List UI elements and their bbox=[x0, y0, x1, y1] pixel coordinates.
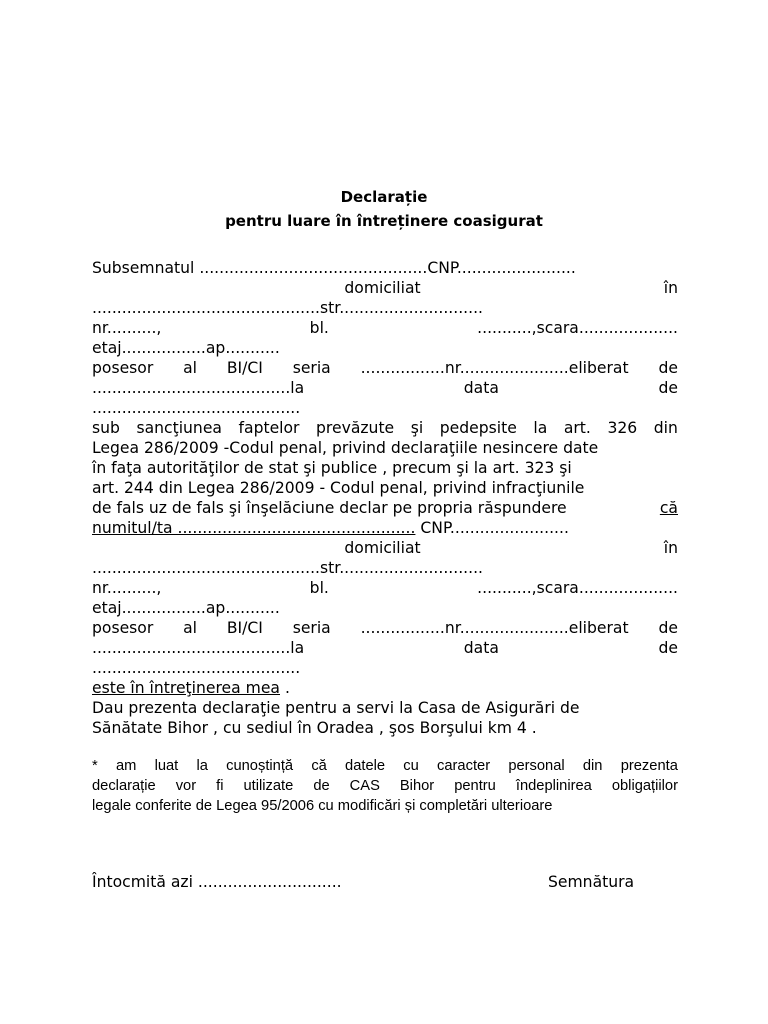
document-title: Declarație bbox=[340, 188, 428, 206]
declarant-name-line: Subsemnatul ..............................................CNP........................ bbox=[92, 259, 576, 277]
data-notice-line-1: * am luat la cunoștință că datele cu caracter personal din prezenta bbox=[92, 758, 678, 774]
dependency-statement: este în întreţinerea mea . bbox=[92, 679, 290, 697]
legal-line-1: sub sancţiunea faptelor prevăzute şi pedepsite la art. 326 din bbox=[92, 419, 678, 437]
declarant-street-line: ..............................................str............................. bbox=[92, 299, 483, 317]
dependent-issue-date-line: ........................................la data de bbox=[92, 639, 678, 657]
legal-line-3: în faţa autorităţilor de stat şi publice , precum şi la art. 323 şi bbox=[92, 459, 572, 477]
dependent-domicile-line: domiciliat în bbox=[344, 539, 678, 557]
data-notice-line-2: declarație vor fi utilizate de CAS Bihor pentru îndeplinirea obligațiilor bbox=[92, 778, 678, 794]
declarant-building-line: nr.........., bl. ...........,scara.................... bbox=[92, 319, 678, 337]
declarant-date-dots-line: .......................................... bbox=[92, 399, 301, 417]
document-subtitle: pentru luare în întreținere coasigurat bbox=[225, 212, 543, 230]
legal-line-5: de fals uz de fals şi înşelăciune declar pe propria răspundere că bbox=[92, 499, 678, 517]
dependent-street-line: ..............................................str............................. bbox=[92, 559, 483, 577]
dependent-building-line: nr.........., bl. ...........,scara.................... bbox=[92, 579, 678, 597]
signature-label: Semnătura bbox=[548, 873, 635, 891]
date-field: Întocmită azi ............................. bbox=[92, 873, 342, 891]
purpose-line-1: Dau prezenta declaraţie pentru a servi la Casa de Asigurări de bbox=[92, 699, 580, 717]
dependent-name-line: numitul/ta ................................................ CNP........................ bbox=[92, 519, 569, 537]
data-notice-line-3: legale conferite de Legea 95/2006 cu modificări și completări ulterioare bbox=[92, 798, 553, 814]
declarant-issue-date-line: ........................................la data de bbox=[92, 379, 678, 397]
legal-line-2: Legea 286/2009 -Codul penal, privind declaraţiile nesincere date bbox=[92, 439, 599, 457]
declarant-floor-line: etaj.................ap........... bbox=[92, 339, 280, 357]
legal-line-4: art. 244 din Legea 286/2009 - Codul penal, privind infracţiunile bbox=[92, 479, 585, 497]
dependent-date-dots-line: .......................................... bbox=[92, 659, 301, 677]
dependent-floor-line: etaj.................ap........... bbox=[92, 599, 280, 617]
dependent-id-line: posesor al BI/CI seria .................nr......................eliberat de bbox=[92, 619, 678, 637]
declarant-domicile-line: domiciliat în bbox=[344, 279, 678, 297]
declarant-id-line: posesor al BI/CI seria .................nr......................eliberat de bbox=[92, 359, 678, 377]
purpose-line-2: Sănătate Bihor , cu sediul în Oradea , şos Borşului km 4 . bbox=[92, 719, 537, 737]
